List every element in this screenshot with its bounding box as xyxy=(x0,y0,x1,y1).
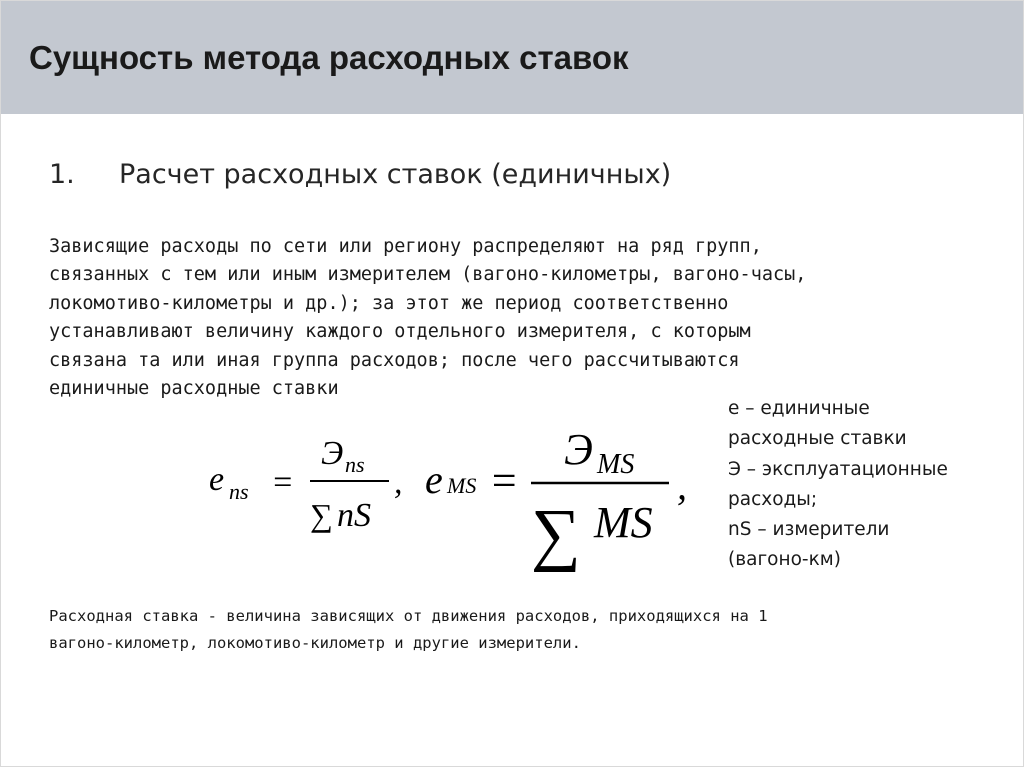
section-heading xyxy=(49,159,671,190)
formula2-numerator-variable: Э xyxy=(564,425,593,474)
legend-line: nS – измерители xyxy=(728,519,890,541)
definition-line: Расходная ставка - величина зависящих от движения расходов, приходящихся на 1 xyxy=(49,607,768,625)
formula1-lhs-variable: e xyxy=(209,461,225,498)
legend-line: расходы; xyxy=(728,488,818,510)
formula2-lhs-variable: e xyxy=(425,457,443,502)
formula-legend xyxy=(728,394,1013,576)
formula1-sum-symbol: ∑ xyxy=(310,497,333,533)
legend-line: расходные ставки xyxy=(728,428,907,450)
paragraph-line: единичные расходные ставки xyxy=(49,378,339,400)
formula1-equals: = xyxy=(271,464,294,501)
formula2-denominator: MS xyxy=(594,498,653,547)
legend-line: (вагоно-км) xyxy=(728,549,841,571)
paragraph-line: Зависящие расходы по сети или региону распределяют на ряд групп, xyxy=(49,236,762,257)
formula1-numerator-variable: Э xyxy=(321,435,344,472)
paragraph-line: устанавливают величину каждого отдельного измерителя, с которым xyxy=(49,321,751,343)
definition-line: вагоно-километр, локомотиво-километр и другие измерители. xyxy=(49,634,581,652)
paragraph-line: связана та или иная группа расходов; после чего рассчитываются xyxy=(49,349,740,371)
main-paragraph xyxy=(49,233,949,403)
legend-line: е – единичные xyxy=(728,398,870,419)
paragraph-line: связанных с тем или иным измерителем (вагоно-километры, вагоно-часы, xyxy=(49,264,807,286)
section-number: 1. xyxy=(49,159,75,190)
formula2-comma: , xyxy=(677,463,687,508)
formula1-lhs-subscript: ns xyxy=(229,479,249,504)
definition-paragraph xyxy=(49,603,1009,657)
formula2-sum-symbol: ∑ xyxy=(531,496,581,573)
formula1-comma: , xyxy=(394,464,403,501)
formula1-denominator: nS xyxy=(337,497,371,534)
rate-formula xyxy=(209,409,699,584)
formula2-equals: = xyxy=(489,456,519,505)
formula2-lhs-subscript: MS xyxy=(447,473,477,498)
formula2-numerator-subscript: MS xyxy=(597,449,635,480)
legend-line: Э – эксплуатационные xyxy=(728,458,948,480)
title-bar xyxy=(1,1,1024,114)
section-heading-text: Расчет расходных ставок (единичных) xyxy=(119,159,672,190)
paragraph-line: локомотиво-километры и др.); за этот же период соответственно xyxy=(49,292,729,314)
formula1-numerator-subscript: ns xyxy=(345,452,365,477)
slide-title: Сущность метода расходных ставок xyxy=(29,39,629,76)
